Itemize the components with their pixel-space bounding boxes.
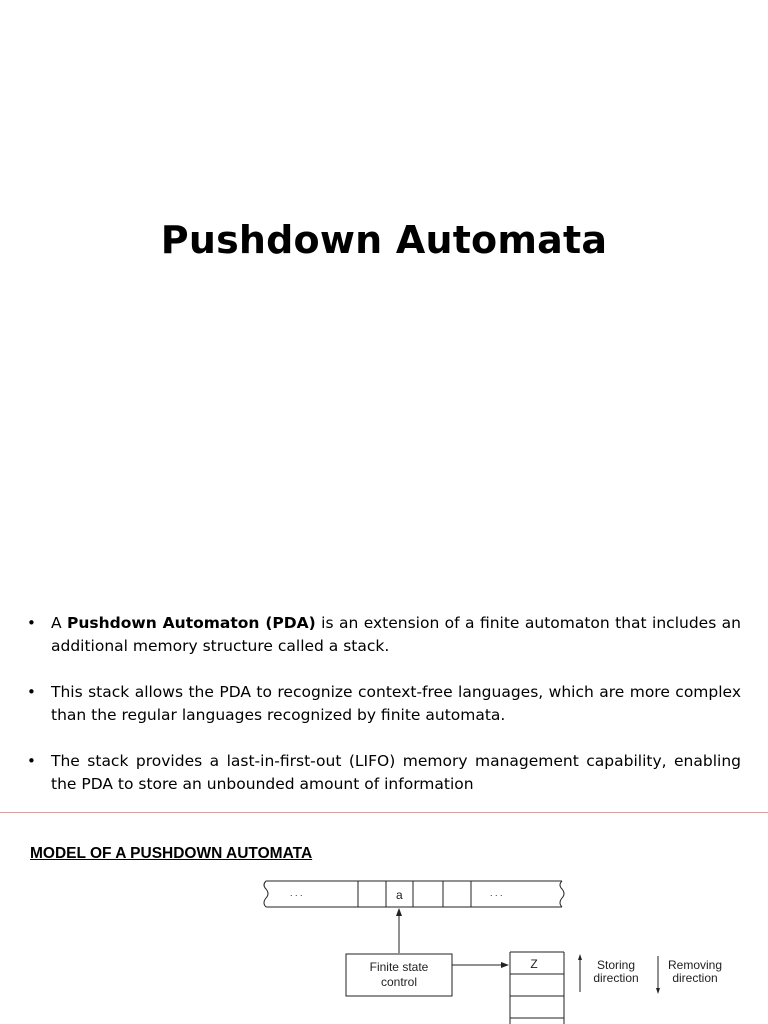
bullet-dot-icon: • — [27, 614, 36, 632]
section-divider — [0, 812, 768, 813]
storing-label-line2: direction — [593, 971, 639, 985]
bullet-item — [27, 681, 741, 727]
stack-top-symbol: Z — [530, 957, 538, 971]
bullet-list — [27, 612, 741, 796]
slide-title: Pushdown Automata — [160, 218, 608, 262]
storing-label-line1: Storing — [596, 958, 636, 972]
pda-model-diagram — [258, 872, 738, 1024]
read-head-arrow — [396, 908, 402, 953]
bullet-prefix: A — [51, 614, 68, 632]
control-label-line2: control — [380, 975, 418, 989]
bullet-text: This stack allows the PDA to recognize context-free languages, which are more complex than the regular languages recognized by finite automata. — [51, 683, 741, 724]
bullet-dot-icon: • — [27, 752, 36, 770]
removing-label-line2: direction — [672, 971, 718, 985]
input-tape — [264, 881, 564, 907]
control-label-line1: Finite state — [369, 960, 429, 974]
bullet-item — [27, 750, 741, 796]
storing-direction-arrow — [578, 954, 582, 992]
bullet-dot-icon: • — [27, 683, 36, 701]
bullet-text: is an extension of a finite automaton that includes an additional memory structure called a stack. — [51, 614, 742, 655]
control-to-stack-arrow — [452, 962, 509, 968]
tape-dots-right: . . . — [490, 888, 503, 898]
bullet-text: The stack provides a last-in-first-out (LIFO) memory management capability, enabling the PDA to store an unbounded amount of information — [51, 752, 741, 793]
tape-symbol: a — [396, 888, 403, 902]
removing-direction-arrow — [656, 956, 660, 994]
model-heading: MODEL OF A PUSHDOWN AUTOMATA — [30, 845, 313, 862]
tape-dots-left: . . . — [290, 888, 303, 898]
removing-label-line1: Removing — [667, 958, 723, 972]
bullet-bold-term: Pushdown Automaton (PDA) — [67, 614, 316, 632]
bullet-item — [27, 612, 741, 658]
